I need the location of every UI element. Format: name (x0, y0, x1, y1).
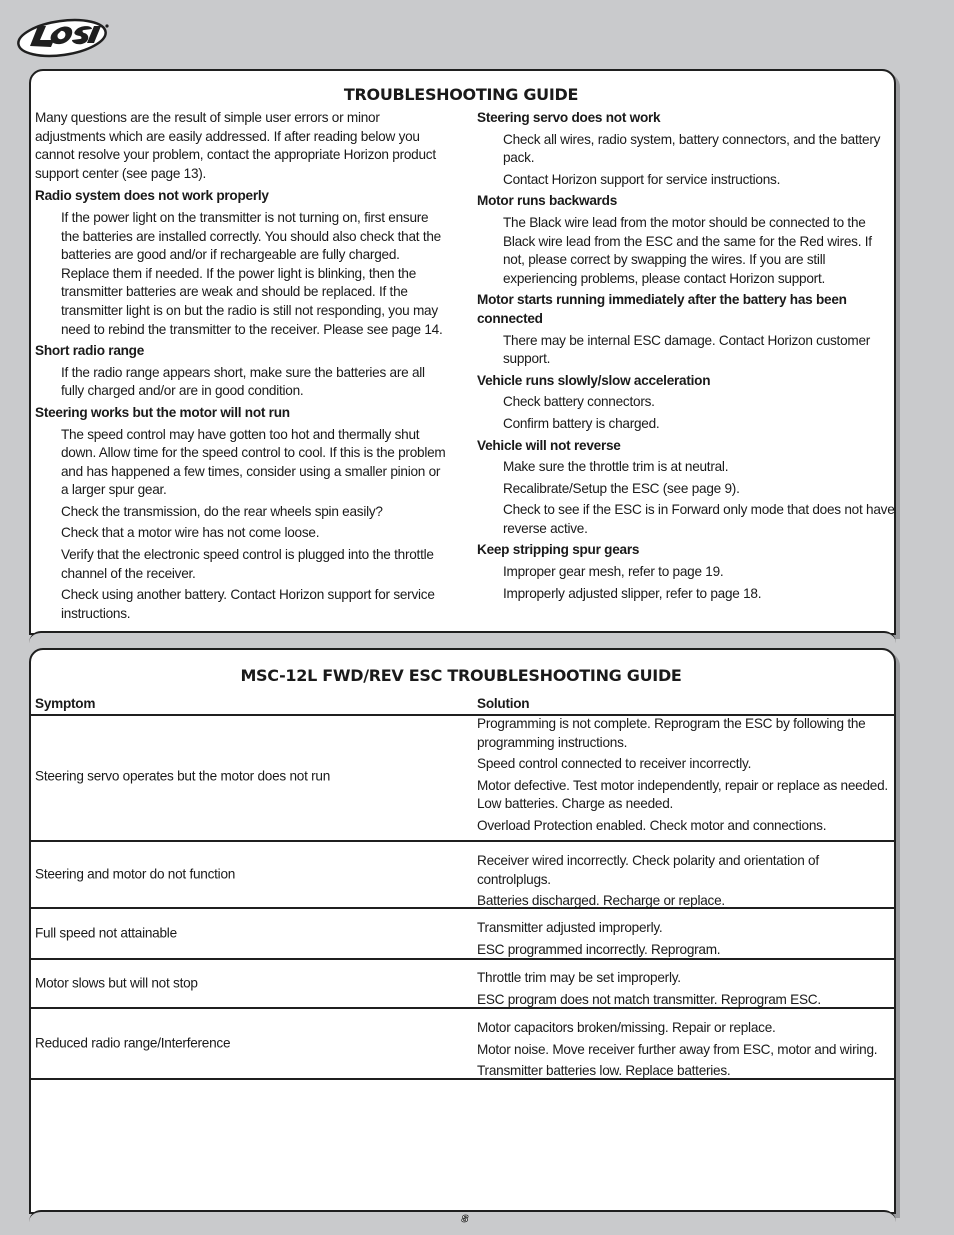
solution-line: Throttle trim may be set improperly. (477, 970, 681, 985)
table-row (31, 1009, 894, 1080)
solution-line: Transmitter batteries low. Replace batteries. (477, 1063, 731, 1079)
section-heading: Vehicle will not reverse (477, 437, 621, 453)
table-row (31, 909, 894, 960)
solution-cell (477, 1019, 895, 1081)
table-row (31, 842, 894, 909)
section-item: Make sure the throttle trim is at neutral. (503, 459, 729, 475)
section-heading: Motor starts running immediately after the battery has been connected (477, 292, 847, 326)
losi-logo (16, 16, 116, 58)
section-radio-system (35, 187, 447, 339)
solution-cell (477, 715, 895, 836)
section-heading: Keep stripping spur gears (477, 542, 640, 558)
section-item: Check that a motor wire has not come loose. (61, 525, 320, 541)
losi-logo-graphic (16, 16, 116, 58)
solution-line: Speed control connected to receiver incorrectly. (477, 756, 752, 772)
section-steering-servo (477, 109, 895, 189)
guide-intro: Many questions are the result of simple user errors or minor adjustments which are easily addressed. If after reading below you cannot resolve your problem, contact the appropriate Horizon product support center (see page 13). (35, 110, 436, 181)
section-motor-backwards (477, 192, 895, 288)
section-item: Improper gear mesh, refer to page 19. (503, 564, 724, 580)
solution-cell (477, 919, 895, 959)
table-header (31, 694, 894, 716)
panel-bottom-edge (29, 631, 896, 643)
solution-cell (477, 852, 895, 911)
section-item: Confirm battery is charged. (503, 415, 660, 431)
guide-right-column (477, 109, 895, 606)
section-item: Recalibrate/Setup the ESC (see page 9). (503, 480, 740, 496)
troubleshooting-guide-panel (29, 69, 896, 635)
section-heading: Steering works but the motor will not run (35, 404, 290, 420)
symptom-cell: Steering servo operates but the motor does not run (35, 768, 331, 784)
section-item: Check using another battery. Contact Horizon support for service instructions. (61, 587, 435, 621)
column-header-solution: Solution (477, 696, 530, 711)
solution-line: ESC program does not match transmitter. Reprogram ESC. (477, 991, 821, 1007)
section-item: Verify that the electronic speed control is plugged into the throttle channel of the receiver. (61, 547, 434, 581)
section-item: If the radio range appears short, make sure the batteries are all fully charged and/or are in good condition. (61, 364, 425, 399)
section-item: Check the transmission, do the rear wheels spin easily? (61, 503, 383, 519)
esc-troubleshooting-panel (29, 648, 896, 1214)
solution-cell (477, 969, 895, 1009)
solution-line: ESC programmed incorrectly. Reprogram. (477, 941, 721, 957)
section-item: Check all wires, radio system, battery connectors, and the battery pack. (503, 131, 881, 166)
section-item: The Black wire lead from the motor should be connected to the Black wire lead from the ESC and the same for the Red wires. If not, please correct by swapping the wires. If you are still experiencing problems, please contact Horizon support. (503, 214, 872, 286)
solution-line: Transmitter adjusted improperly. (477, 920, 663, 935)
solution-line: Batteries discharged. Recharge or replace. (477, 893, 725, 909)
section-item: Check to see if the ESC is in Forward only mode that does not have reverse active. (503, 502, 895, 536)
symptom-cell: Full speed not attainable (35, 925, 177, 941)
symptom-cell: Reduced radio range/Interference (35, 1035, 231, 1051)
section-heading: Short radio range (35, 343, 145, 359)
solution-line: Motor capacitors broken/missing. Repair or replace. (477, 1020, 776, 1035)
esc-guide-title: MSC-12L FWD/REV ESC TROUBLESHOOTING GUIDE (240, 666, 682, 685)
section-heading: Radio system does not work properly (35, 188, 269, 204)
solution-line: Motor defective. Test motor independently, repair or replace as needed. Low batteries. Charge as needed. (477, 777, 888, 812)
solution-line: Receiver wired incorrectly. Check polarity and orientation of controlplugs. (477, 853, 819, 887)
section-slow-acceleration (477, 372, 895, 434)
solution-line: Motor noise. Move receiver further away from ESC, motor and wiring. (477, 1041, 878, 1057)
section-will-not-reverse (477, 437, 895, 539)
section-item: Improperly adjusted slipper, refer to page 18. (503, 585, 762, 601)
solution-line: Overload Protection enabled. Check motor and connections. (477, 817, 827, 833)
section-motor-will-not-run (35, 404, 447, 624)
solution-line: Programming is not complete. Reprogram the ESC by following the programming instructions. (477, 716, 866, 750)
section-item: The speed control may have gotten too hot and thermally shut down. Allow time for the speed control to cool. If this is the problem and has happened a few times, consider using a smaller pinion or a larger spur gear. (61, 426, 446, 498)
guide-left-column (35, 109, 447, 626)
table-body (31, 714, 894, 1080)
column-header-symptom: Symptom (35, 696, 96, 711)
section-stripping-gears (477, 541, 895, 603)
section-item: There may be internal ESC damage. Contact Horizon customer support. (503, 332, 871, 367)
section-heading: Motor runs backwards (477, 193, 618, 209)
symptom-cell: Steering and motor do not function (35, 866, 236, 882)
section-item: Check battery connectors. (503, 394, 655, 410)
table-row (31, 714, 894, 842)
table-row (31, 960, 894, 1009)
symptom-cell: Motor slows but will not stop (35, 975, 198, 991)
troubleshooting-guide-title: TROUBLESHOOTING GUIDE (343, 85, 579, 104)
section-short-range (35, 342, 447, 401)
page-number: 8 (461, 1214, 469, 1225)
section-motor-starts-immediately (477, 291, 895, 368)
section-heading: Vehicle runs slowly/slow acceleration (477, 372, 711, 388)
section-item: If the power light on the transmitter is not turning on, first ensure the batteries are installed correctly. You should also check that the batteries are good and/or if rechargeable are fully charged. Replace them if needed. If the power light is blinking, then the transmitter batteries are weak and should be replaced. If the transmitter light is on but the radio is still not responding, you may need to rebind the transmitter to the receiver. Please see page 14. (61, 209, 443, 337)
section-heading: Steering servo does not work (477, 110, 661, 125)
section-item: Contact Horizon support for service instructions. (503, 171, 781, 187)
